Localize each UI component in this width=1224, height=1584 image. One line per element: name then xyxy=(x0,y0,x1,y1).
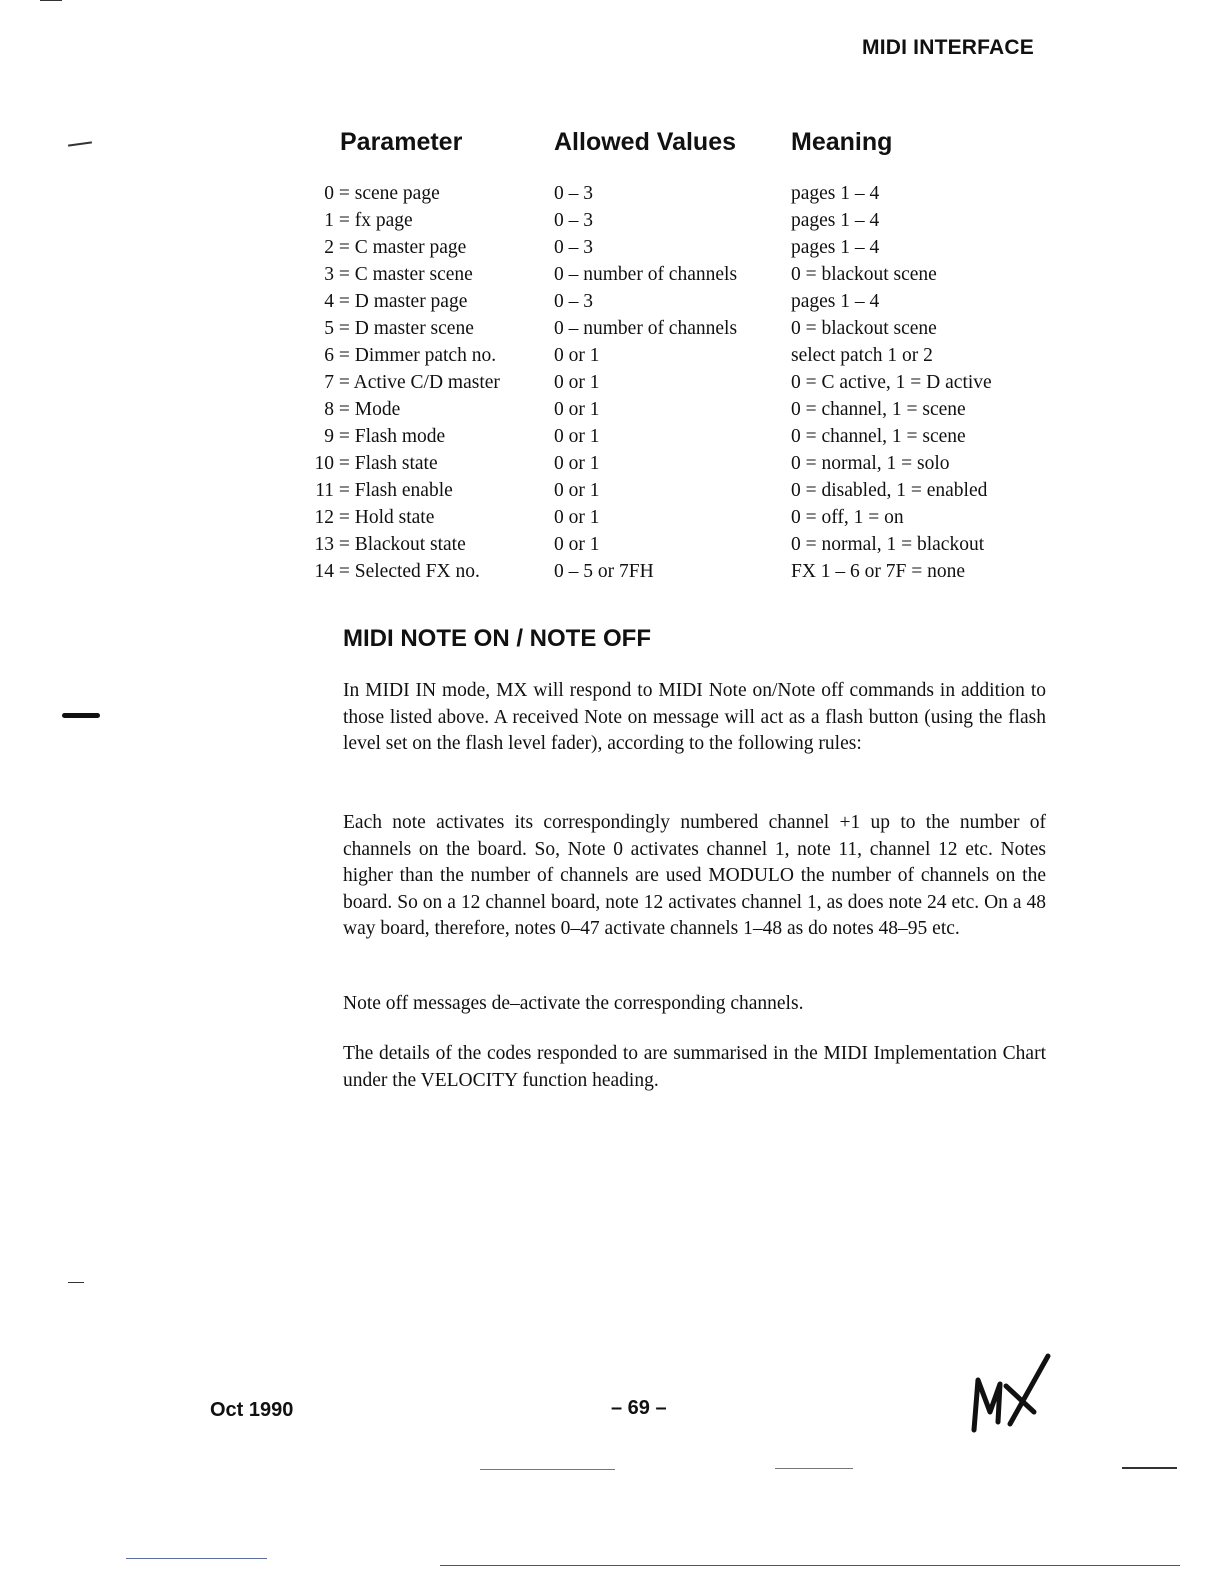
scan-mark xyxy=(480,1469,615,1470)
allowed-values-cell: 0 or 1 xyxy=(554,534,600,555)
parameter-name: = fx page xyxy=(338,210,413,231)
parameter-name: = Blackout state xyxy=(338,534,466,555)
meaning-cell: 0 = off, 1 = on xyxy=(791,507,904,528)
parameter-name: = Mode xyxy=(338,399,401,420)
allowed-values-cell: 0 – 3 xyxy=(554,210,593,231)
parameter-name: = scene page xyxy=(338,183,440,204)
meaning-cell: 0 = blackout scene xyxy=(791,318,937,339)
parameter-cell xyxy=(304,288,554,315)
table-row xyxy=(304,558,1064,585)
scan-mark xyxy=(440,1565,1180,1566)
mx-logo xyxy=(960,1350,1060,1445)
allowed-values-cell: 0 or 1 xyxy=(554,399,600,420)
allowed-values-cell: 0 or 1 xyxy=(554,345,600,366)
parameter-cell xyxy=(304,423,554,450)
footer-page-number: – 69 – xyxy=(611,1397,667,1419)
parameter-name: = D master scene xyxy=(338,318,474,339)
table-row xyxy=(304,477,1064,504)
scan-mark xyxy=(68,141,92,146)
paragraph-note-off: Note off messages de–activate the corresponding channels. xyxy=(343,993,804,1014)
table-row xyxy=(304,234,1064,261)
scan-mark xyxy=(68,1282,84,1283)
table-row xyxy=(304,369,1064,396)
parameter-cell xyxy=(304,207,554,234)
meaning-cell: pages 1 – 4 xyxy=(791,237,880,258)
parameter-name: = Flash enable xyxy=(338,480,453,501)
parameter-cell xyxy=(304,531,554,558)
table-row xyxy=(304,396,1064,423)
table-row xyxy=(304,423,1064,450)
parameter-number: 6 xyxy=(324,345,334,366)
table-row xyxy=(304,531,1064,558)
column-header-parameter: Parameter xyxy=(340,128,463,156)
table-row xyxy=(304,315,1064,342)
meaning-cell: 0 = disabled, 1 = enabled xyxy=(791,480,988,501)
parameter-name: = Flash mode xyxy=(338,426,446,447)
allowed-values-cell: 0 – 5 or 7FH xyxy=(554,561,654,582)
paragraph-intro: In MIDI IN mode, MX will respond to MIDI Note on/Note off commands in addition to those listed above. A received Note on message will act as a flash button (using the flash level set on the flash level fader), according to the following rules: xyxy=(343,680,1046,754)
allowed-values-cell: 0 or 1 xyxy=(554,480,600,501)
parameter-number: 14 xyxy=(314,561,334,582)
parameter-name: = Dimmer patch no. xyxy=(338,345,497,366)
paragraph-implementation-chart: The details of the codes responded to are summarised in the MIDI Implementation Chart under the VELOCITY function heading. xyxy=(343,1043,1046,1091)
meaning-cell: 0 = normal, 1 = solo xyxy=(791,453,950,474)
parameter-table xyxy=(304,180,1064,585)
allowed-values-cell: 0 – 3 xyxy=(554,291,593,312)
parameter-cell xyxy=(304,450,554,477)
table-row xyxy=(304,504,1064,531)
parameter-number: 13 xyxy=(314,534,334,555)
allowed-values-cell: 0 – 3 xyxy=(554,237,593,258)
parameter-number: 4 xyxy=(324,291,334,312)
meaning-cell: FX 1 – 6 or 7F = none xyxy=(791,561,966,582)
parameter-cell xyxy=(304,369,554,396)
column-header-meaning: Meaning xyxy=(791,128,893,156)
footer-date: Oct 1990 xyxy=(210,1399,294,1421)
scan-mark xyxy=(775,1468,853,1469)
table-row xyxy=(304,342,1064,369)
column-header-allowed-values: Allowed Values xyxy=(554,128,737,156)
allowed-values-cell: 0 – number of channels xyxy=(554,264,738,285)
parameter-number: 2 xyxy=(324,237,334,258)
parameter-cell xyxy=(304,315,554,342)
parameter-cell xyxy=(304,504,554,531)
page-header-title: MIDI INTERFACE xyxy=(862,36,1034,59)
parameter-cell xyxy=(304,180,554,207)
table-row xyxy=(304,288,1064,315)
table-row xyxy=(304,450,1064,477)
allowed-values-cell: 0 or 1 xyxy=(554,426,600,447)
allowed-values-cell: 0 or 1 xyxy=(554,507,600,528)
table-row xyxy=(304,261,1064,288)
parameter-number: 0 xyxy=(324,183,334,204)
parameter-cell xyxy=(304,396,554,423)
meaning-cell: 0 = C active, 1 = D active xyxy=(791,372,992,393)
parameter-name: = Hold state xyxy=(338,507,435,528)
parameter-name: = D master page xyxy=(338,291,468,312)
meaning-cell: pages 1 – 4 xyxy=(791,183,880,204)
scan-mark xyxy=(1122,1467,1177,1469)
allowed-values-cell: 0 – number of channels xyxy=(554,318,738,339)
meaning-cell: 0 = channel, 1 = scene xyxy=(791,399,966,420)
parameter-number: 10 xyxy=(314,453,334,474)
parameter-number: 1 xyxy=(324,210,334,231)
table-row xyxy=(304,180,1064,207)
parameter-name: = C master scene xyxy=(338,264,473,285)
parameter-number: 5 xyxy=(324,318,334,339)
allowed-values-cell: 0 or 1 xyxy=(554,372,600,393)
parameter-cell xyxy=(304,261,554,288)
meaning-cell: 0 = channel, 1 = scene xyxy=(791,426,966,447)
meaning-cell: 0 = normal, 1 = blackout xyxy=(791,534,985,555)
parameter-cell xyxy=(304,477,554,504)
parameter-name: = Flash state xyxy=(338,453,438,474)
section-title: MIDI NOTE ON / NOTE OFF xyxy=(343,625,651,652)
parameter-number: 3 xyxy=(324,264,334,285)
parameter-name: = C master page xyxy=(338,237,467,258)
parameter-name: = Active C/D master xyxy=(338,372,500,393)
scan-mark xyxy=(40,0,62,1)
allowed-values-cell: 0 – 3 xyxy=(554,183,593,204)
parameter-number: 8 xyxy=(324,399,334,420)
parameter-number: 7 xyxy=(324,372,334,393)
table-row xyxy=(304,207,1064,234)
parameter-number: 11 xyxy=(315,480,334,501)
scan-mark xyxy=(62,713,100,718)
parameter-number: 12 xyxy=(314,507,334,528)
parameter-cell xyxy=(304,234,554,261)
scan-mark xyxy=(126,1558,267,1559)
meaning-cell: 0 = blackout scene xyxy=(791,264,937,285)
parameter-number: 9 xyxy=(324,426,334,447)
meaning-cell: select patch 1 or 2 xyxy=(791,345,933,366)
meaning-cell: pages 1 – 4 xyxy=(791,291,880,312)
parameter-name: = Selected FX no. xyxy=(338,561,480,582)
parameter-cell xyxy=(304,558,554,585)
paragraph-note-mapping: Each note activates its correspondingly numbered channel +1 up to the number of channels on the board. So, Note 0 activates channel 1, note 11, channel 12 etc. Notes higher than the number of channels are used MODULO the number of channels on the board. So on a 12 channel board, note 12 activates channel 1, as does note 24 etc. On a 48 way board, therefore, notes 0–47 activate channels 1–48 as do notes 48–95 etc. xyxy=(343,812,1046,939)
parameter-cell xyxy=(304,342,554,369)
meaning-cell: pages 1 – 4 xyxy=(791,210,880,231)
allowed-values-cell: 0 or 1 xyxy=(554,453,600,474)
